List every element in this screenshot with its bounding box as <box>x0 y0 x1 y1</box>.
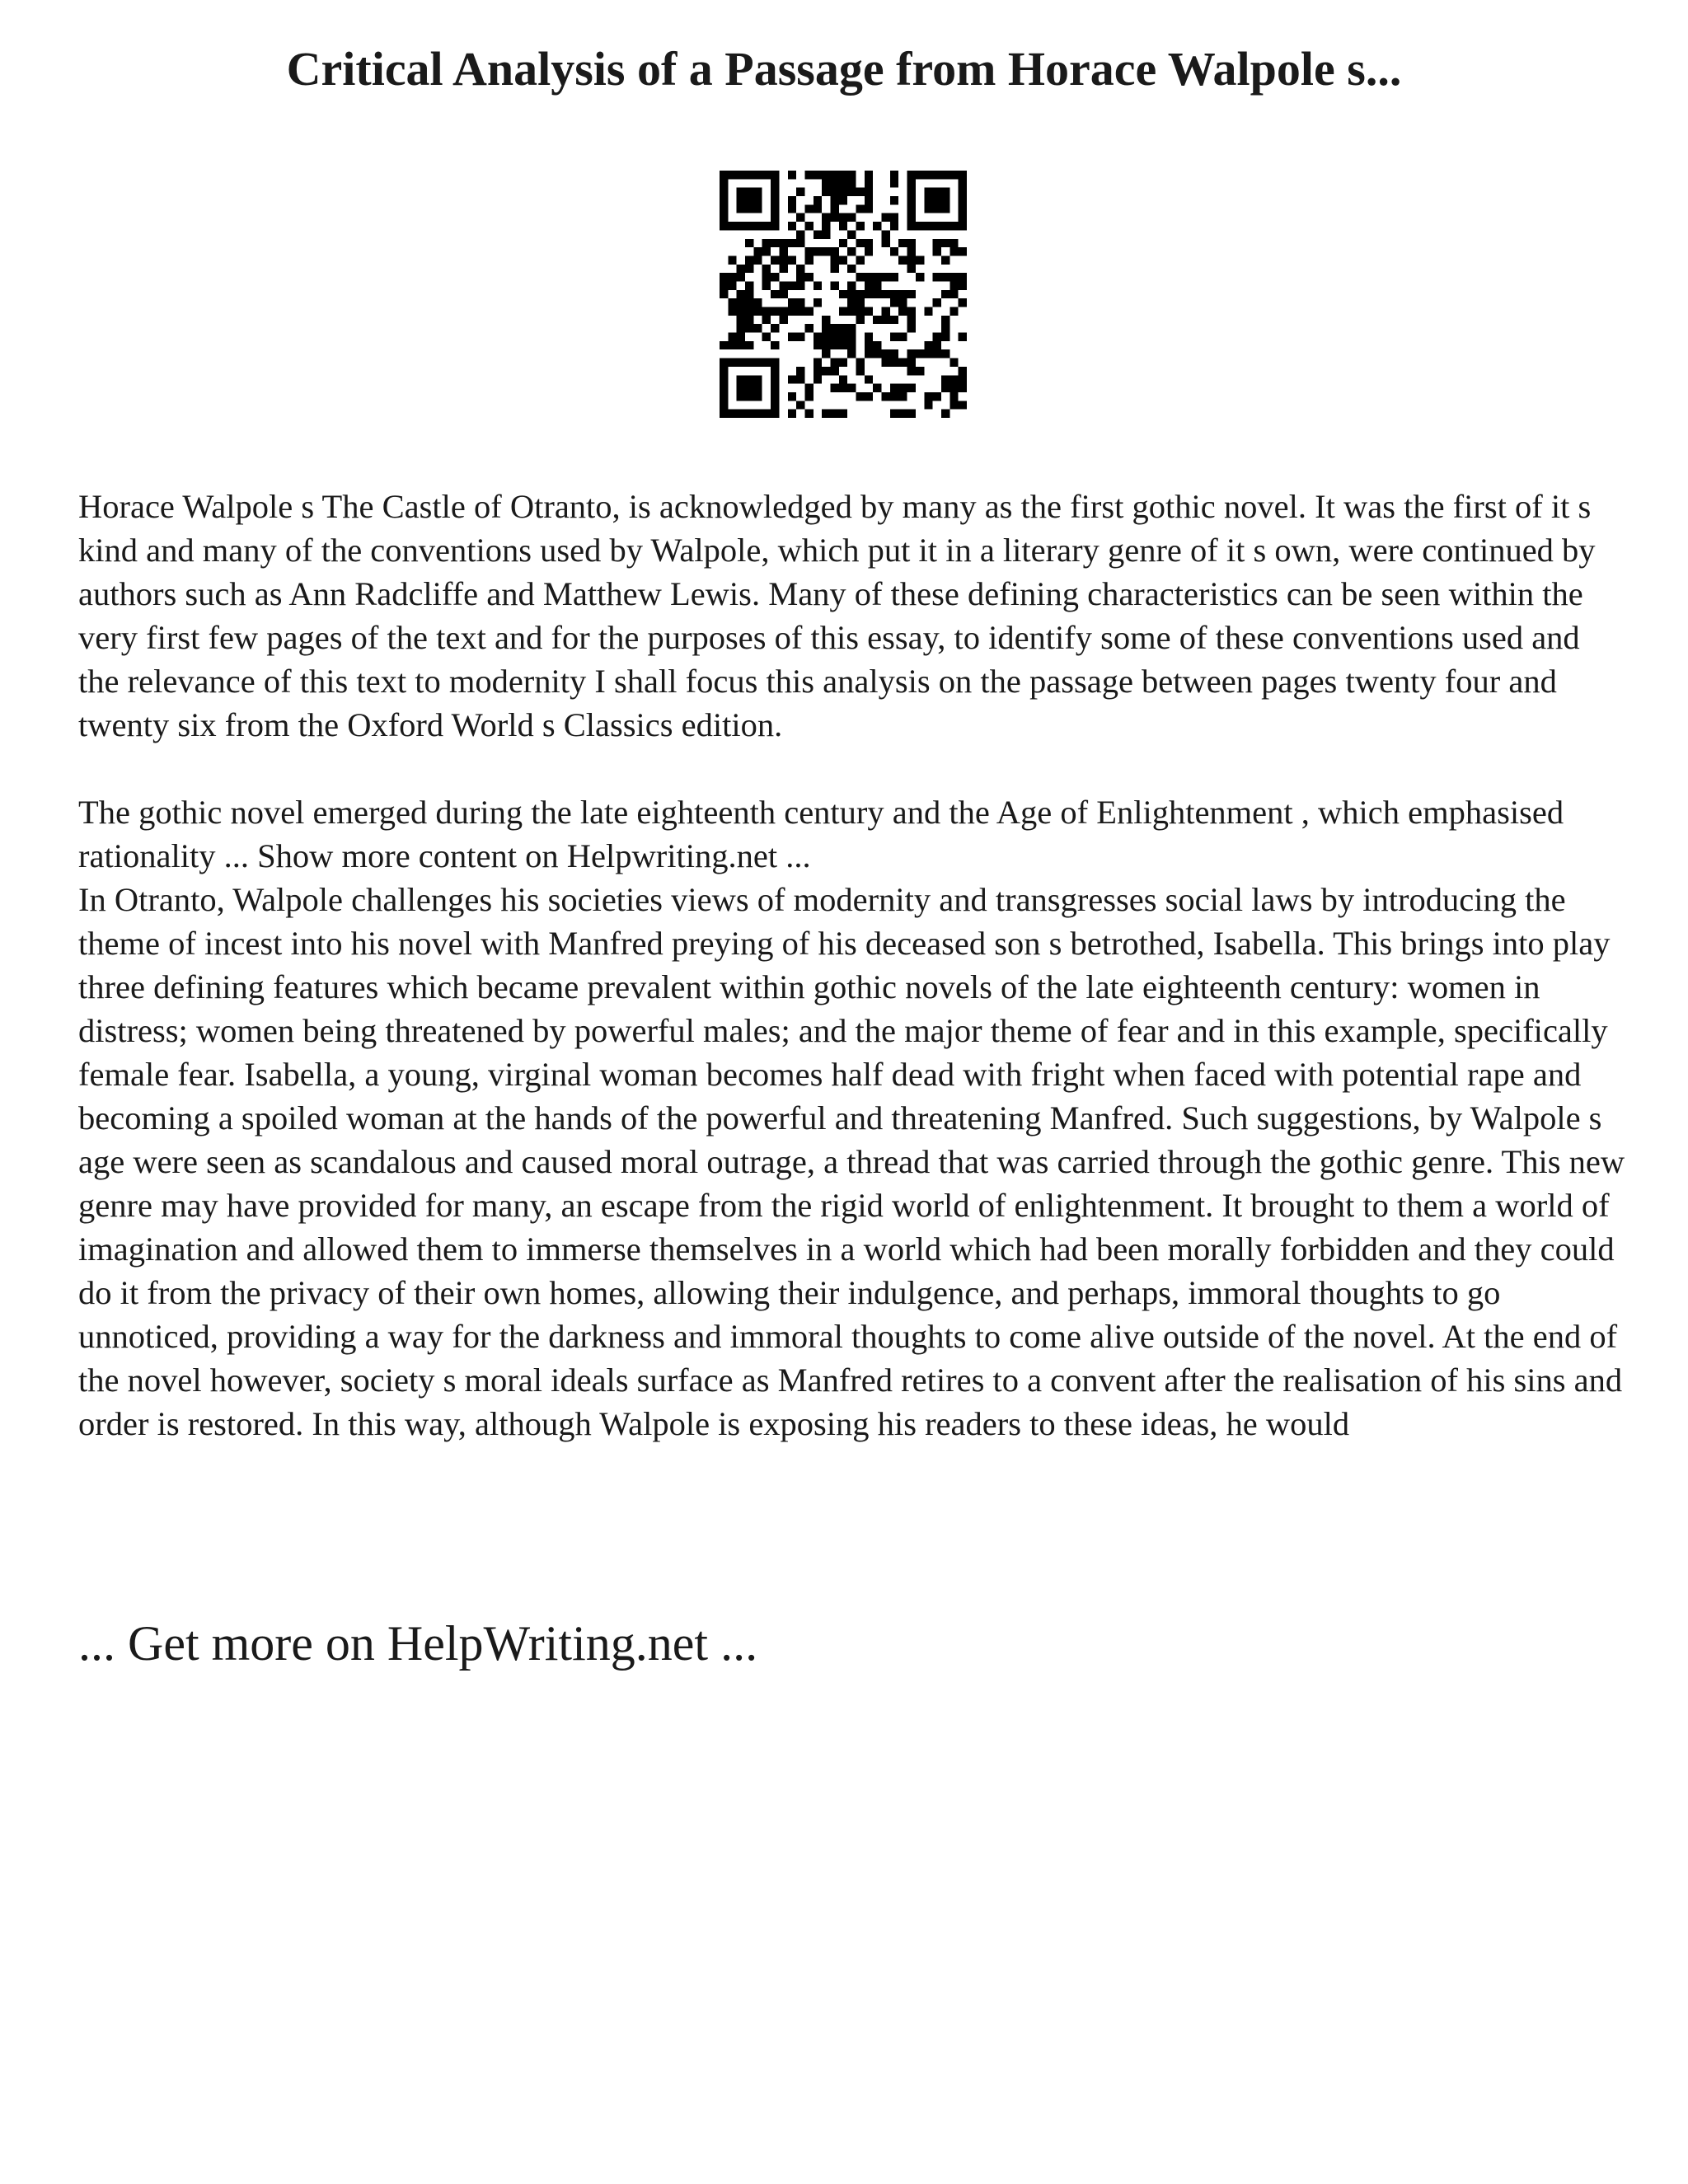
qr-code-icon <box>720 171 967 418</box>
essay-body <box>78 485 1628 1446</box>
qr-code-svg <box>720 171 967 418</box>
paragraph-main: In Otranto, Walpole challenges his societies views of modernity and transgresses social laws by introducing the theme of incest into his novel with Manfred preying of his deceased son s betrothed, Isabella. This brings into play three defining features which became prevalent within gothic novels of the late eighteenth century: women in distress; women being threatened by powerful males; and the major theme of fear and in this example, specifically female fear. Isabella, a young, virginal woman becomes half dead with fright when faced with potential rape and becoming a spoiled woman at the hands of the powerful and threatening Manfred. Such suggestions, by Walpole s age were seen as scandalous and caused moral outrage, a thread that was carried through the gothic genre. This new genre may have provided for many, an escape from the rigid world of enlightenment. It brought to them a world of imagination and allowed them to immerse themselves in a world which had been morally forbidden and they could do it from the privacy of their own homes, allowing their indulgence, and perhaps, immoral thoughts to go unnoticed, providing a way for the darkness and immoral thoughts to come alive outside of the novel. At the end of the novel however, society s moral ideals surface as Manfred retires to a convent after the realisation of his sins and order is restored. In this way, although Walpole is exposing his readers to these ideas, he would <box>78 881 1625 1442</box>
paragraph-preview: The gothic novel emerged during the late eighteenth century and the Age of Enlightenment , which emphasised rationality ... Show more content on Helpwriting.net ... <box>78 794 1564 874</box>
page-title: Critical Analysis of a Passage from Horace Walpole s... <box>286 42 1402 96</box>
paragraph-intro: Horace Walpole s The Castle of Otranto, is acknowledged by many as the first gothic novel. It was the first of it s kind and many of the conventions used by Walpole, which put it in a literary genre of it s own, were continued by authors such as Ann Radcliffe and Matthew Lewis. Many of these defining characteristics can be seen within the very first few pages of the text and for the purposes of this essay, to identify some of these conventions used and the relevance of this text to modernity I shall focus this analysis on the passage between pages twenty four and twenty six from the Oxford World s Classics edition. <box>78 488 1596 743</box>
get-more-link[interactable]: ... Get more on HelpWriting.net ... <box>78 1616 758 1671</box>
paragraph-spacer <box>78 747 1628 790</box>
